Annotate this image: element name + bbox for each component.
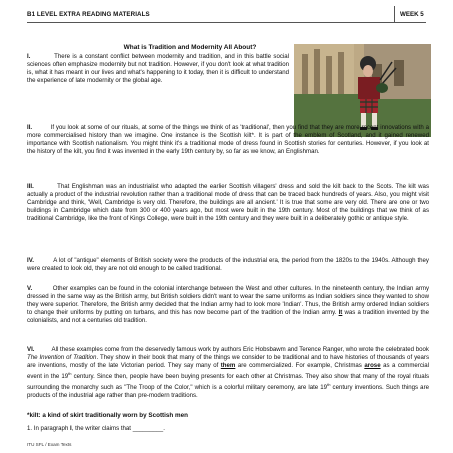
header-rule: [27, 22, 426, 23]
book-title: The Invention of Tradition: [27, 353, 97, 361]
paragraph-text-cont: century inventions. Such things are products of the industrial age rather than pre-modern traditions.: [27, 383, 429, 399]
paragraph-number: III.: [27, 183, 34, 190]
paragraph-text-cont: *. It is part of the emblem of Scotland, and it gained renewed importance with Scottish nationalism. You might think it's a traditional mode of dress found in Scottish stories for centuries. However, if you look at the history of the kilt, you find it was invented in the early 19th century by, so far as we know, an Englishman.: [27, 131, 429, 155]
paragraph-6: [27, 346, 429, 400]
paragraph-3: [27, 183, 429, 223]
page-footer: ITU SFL / Exam Texts: [27, 442, 72, 447]
footnote-kilt: *kilt: a kind of skirt traditionally worn by Scottish men: [27, 412, 188, 419]
question-1: [27, 425, 165, 432]
underlined-word: It: [338, 308, 343, 316]
superscript: th: [327, 381, 331, 387]
paragraph-text-cont: . They show in their book that many of the things we consider to be traditional and to have histories of thousands of years are inventions, mostly of the late Victorian period. They say many of: [27, 353, 429, 369]
paragraph-4: [27, 257, 429, 273]
paragraph-text: All these examples come from the deservedly famous work by authors Eric Hobsbawm and Terence Ranger, who wrote the celebrated book: [51, 346, 429, 353]
article-title: What is Tradition and Modernity All About?: [123, 44, 257, 51]
paragraph-number: IV.: [27, 257, 34, 264]
superscript: th: [68, 370, 72, 376]
paragraph-text: If you look at some of our rituals, at some of the things we think of as 'traditional', then you find that they are more recent innovations with a more commercialised history than we imagine. One instance is the Scottish kilt: [27, 124, 429, 139]
paragraph-text-cont: are commercialized. For example, Christmas: [235, 361, 365, 369]
paragraph-text-cont: as a commercial event in the 19: [27, 361, 429, 380]
paragraph-text-cont: century. Since then, people have been buying presents for each other at Christmas. They also show that many of the royal rituals surrounding the monarchy such as "The Troop of the Color," which is a colorful military ceremony, are late 19: [27, 372, 429, 391]
header-title: B1 LEVEL EXTRA READING MATERIALS: [27, 11, 150, 18]
paragraph-text: There is a constant conflict between modernity and tradition, and in this battle social sciences often emphasize modernity but not tradition. However, if you don't look at what tradition is, what it has meant in our lives and what's happening to it today, then it is difficult to understand the experience of late modernity or the global age.: [27, 53, 289, 84]
paragraph-number: VI.: [27, 346, 35, 353]
header-week: WEEK 5: [400, 11, 424, 18]
paragraph-text: Other examples can be found in the colonial interchange between the West and other cultures. In the nineteenth century, the Indian army dressed in the same way as the British army, but British soldiers didn't want to wear the same uniforms as Indian soldiers since they wanted to show they were superior. Therefore, the British army decided that the Indian army had to look more 'Indian'. Thus, the British army ordered Indian soldiers to change their uniforms by putting on turbans, and this has now become part of the tradition of the Indian army.: [27, 285, 429, 316]
paragraph-1: [27, 53, 289, 85]
header-divider: [394, 6, 395, 22]
question-text: 1. In paragraph: [27, 425, 71, 432]
paragraph-number: I.: [27, 53, 31, 60]
paragraph-text: That Englishman was an industrialist who adapted the earlier Scottish villagers' dress and sold the kilt back to the Scots. The kilt was actually a product of the industrial revolution rather than a traditional mode of dress that can be traced back hundreds of years. Also, you might visit Cambridge and think, 'Well, Cambridge is very old. Therefore, the buildings are all ancient.' It is true that some are very old. There are one or two buildings in Cambridge which date from 300 or 400 years ago, but most were built in the 19th century. Most of the buildings that we think of as traditional Cambridge, like the front of Kings College, were built in the 19th century and they were built in a deliberately gothic or antique style.: [27, 183, 429, 222]
paragraph-text-cont: was a tradition invented by the colonialists, and not a centuries old tradition.: [27, 308, 429, 324]
paragraph-number: II.: [27, 124, 33, 131]
paragraph-2: [27, 124, 429, 156]
paragraph-text: A lot of "antique" elements of British society were the products of the industrial era, the period from the 1820s to the 1940s. Although they were created to look old, they are not old enough to be called traditional.: [27, 257, 429, 272]
underlined-word: them: [220, 361, 236, 369]
question-text-cont: , the writer claims that _________.: [71, 425, 165, 432]
question-paragraph-ref: I: [70, 425, 72, 432]
paragraph-number: V.: [27, 285, 33, 292]
underlined-word: arose: [364, 361, 381, 369]
paragraph-5: [27, 285, 429, 325]
